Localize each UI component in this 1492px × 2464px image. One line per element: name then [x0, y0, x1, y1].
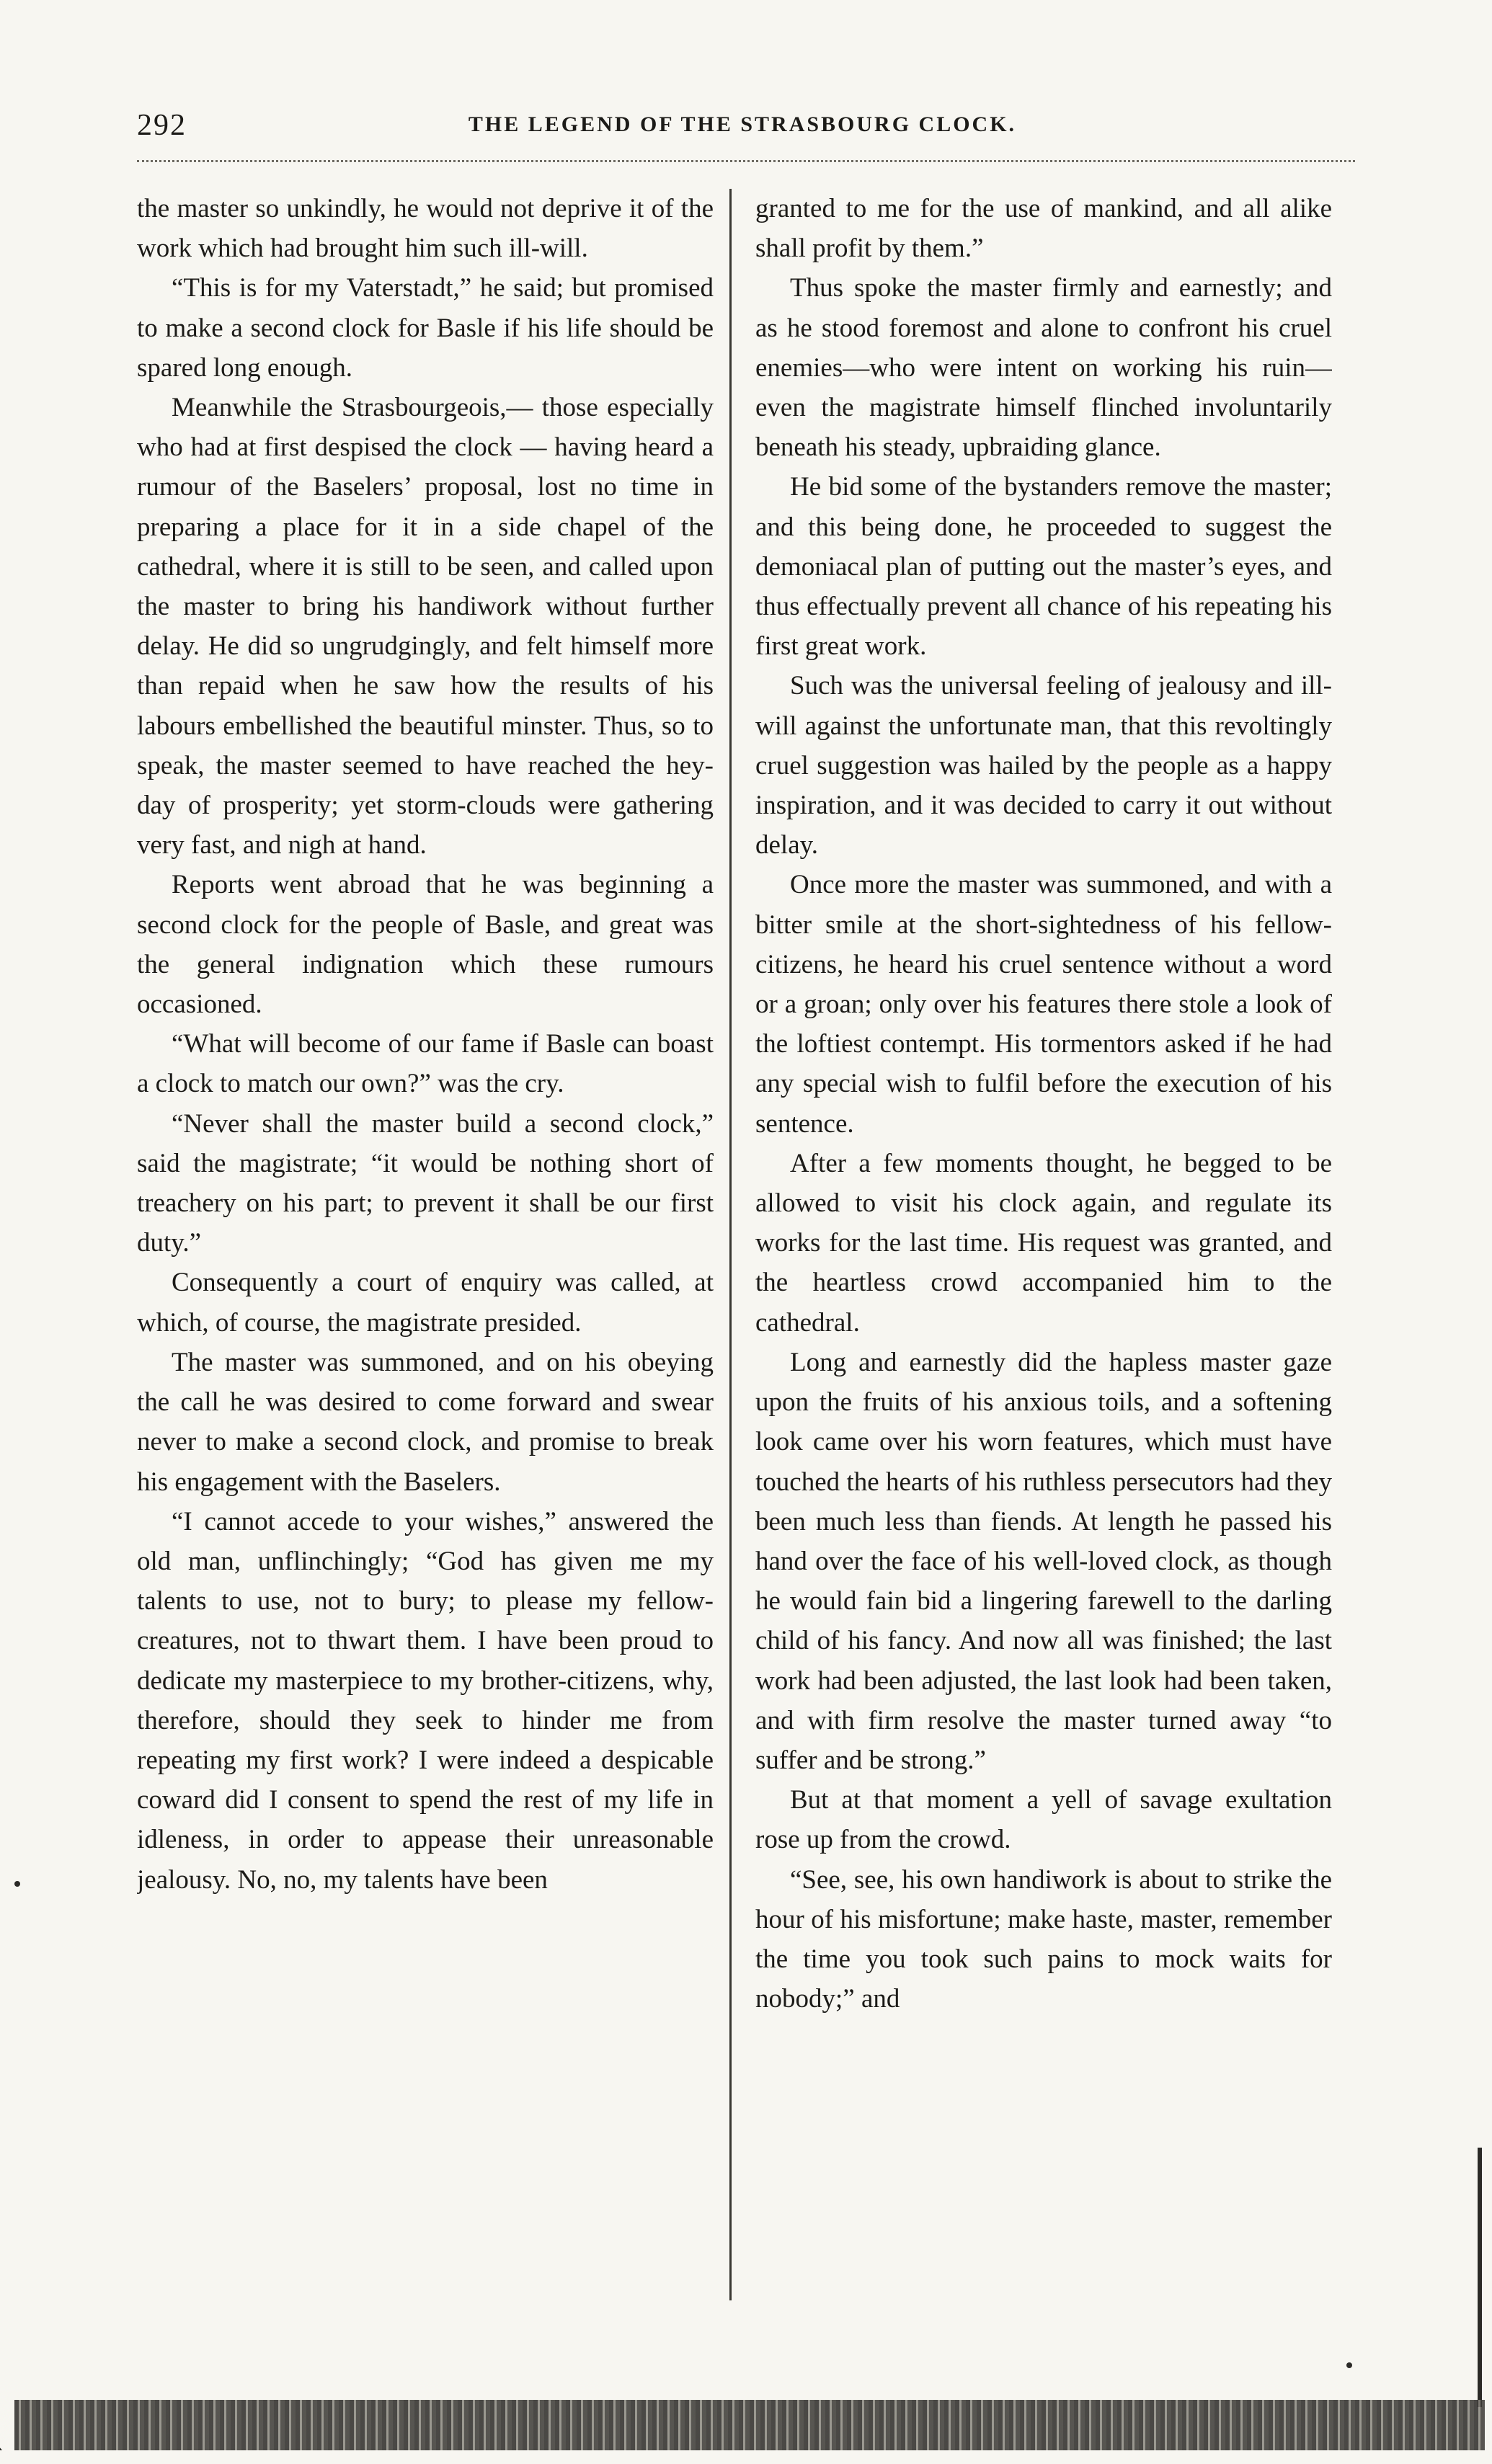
paragraph: the master so unkindly, he would not deprive it of the work which had brought him such ill-will. [137, 194, 714, 264]
scan-edge-shadow [1478, 2148, 1482, 2407]
scan-speck [14, 1881, 20, 1887]
paragraph: The master was summoned, and on his obeying the call he was desired to come forward and swear never to make a second clock, and promise to break his engagement with the Baselers. [137, 1347, 714, 1497]
header-rule [137, 160, 1355, 162]
scan-speck [1346, 2362, 1352, 2368]
scan-bottom-band [14, 2400, 1485, 2450]
paragraph: “Never shall the master build a second clock,” said the magistrate; “it would be nothing short of treachery on his part; to prevent it shall be our first duty.” [137, 1108, 714, 1258]
paragraph: “What will become of our fame if Basle can boast a clock to match our own?” was the cry. [137, 1029, 714, 1099]
paragraph: He bid some of the bystanders remove the master; and this being done, he proceeded to suggest the demoniacal plan of putting out the master’s eyes, and thus effectually prevent all chance of his repeating his first great work. [755, 472, 1332, 662]
paragraph: But at that moment a yell of savage exultation rose up from the crowd. [755, 1785, 1332, 1855]
paragraph: After a few moments thought, he begged to be allowed to visit his clock again, and regulate its works for the last time. His request was granted, and the heartless crowd accompanied him to the cathedral. [755, 1148, 1332, 1338]
right-column [755, 189, 1332, 2344]
paragraph: granted to me for the use of mankind, and all alike shall profit by them.” [755, 194, 1332, 264]
paragraph: Once more the master was summoned, and with a bitter smile at the short-sightedness of his fellow-citizens, he heard his cruel sentence without a word or a groan; only over his features there stole a look of the loftiest contempt. His tormentors asked if he had any special wish to fulfil before the execution of his sentence. [755, 870, 1332, 1139]
running-header [137, 108, 1348, 159]
page-number: 292 [137, 109, 187, 142]
paragraph: Reports went abroad that he was beginning a second clock for the people of Basle, and great was the general indignation which these rumours occasioned. [137, 870, 714, 1020]
paragraph: Meanwhile the Strasbourgeois,— those especially who had at first despised the clock — having heard a rumour of the Baselers’ proposal, lost no time in preparing a place for it in a side chapel of the cathedral, where it is still to be seen, and called upon the master to bring his handiwork without further delay. He did so ungrudgingly, and felt himself more than repaid when he saw how the results of his labours embellished the beautiful minster. Thus, so to speak, the master seemed to have reached the hey-day of prosperity; yet storm-clouds were gathering very fast, and nigh at hand. [137, 393, 714, 860]
paragraph: Thus spoke the master firmly and earnestly; and as he stood foremost and alone to confront his cruel enemies—who were intent on working his ruin—even the magistrate himself flinched involuntarily beneath his steady, upbraiding glance. [755, 273, 1332, 463]
running-title: THE LEGEND OF THE STRASBOURG CLOCK. [468, 112, 1017, 136]
paragraph: Consequently a court of enquiry was called, at which, of course, the magistrate presided. [137, 1268, 714, 1338]
left-column [137, 189, 714, 2344]
paragraph: “This is for my Vaterstadt,” he said; but promised to make a second clock for Basle if his life should be spared long enough. [137, 273, 714, 383]
paragraph: Long and earnestly did the hapless master gaze upon the fruits of his anxious toils, and a softening look came over his worn features, which must have touched the hearts of his ruthless persecutors had they been much less than fiends. At length he passed his hand over the face of his well-loved clock, as though he would fain bid a lingering farewell to the darling child of his fancy. And now all was finished; the last work had been adjusted, the last look had been taken, and with firm resolve the master turned away “to suffer and be strong.” [755, 1347, 1332, 1775]
column-divider [729, 189, 732, 2300]
paragraph: “See, see, his own handiwork is about to strike the hour of his misfortune; make haste, master, remember the time you took such pains to mock waits for nobody;” and [755, 1864, 1332, 2014]
paragraph: Such was the universal feeling of jealousy and ill-will against the unfortunate man, that this revoltingly cruel suggestion was hailed by the people as a happy inspiration, and it was decided to carry it out without delay. [755, 671, 1332, 860]
paragraph: “I cannot accede to your wishes,” answered the old man, unflinchingly; “God has given me my talents to use, not to bury; to please my fellow-creatures, not to thwart them. I have been proud to dedicate my masterpiece to my brother-citizens, why, therefore, should they seek to hinder me from repeating my first work? I were indeed a despicable coward did I consent to spend the rest of my life in idleness, in order to appease their unreasonable jealousy. No, no, my talents have been [137, 1506, 714, 1895]
